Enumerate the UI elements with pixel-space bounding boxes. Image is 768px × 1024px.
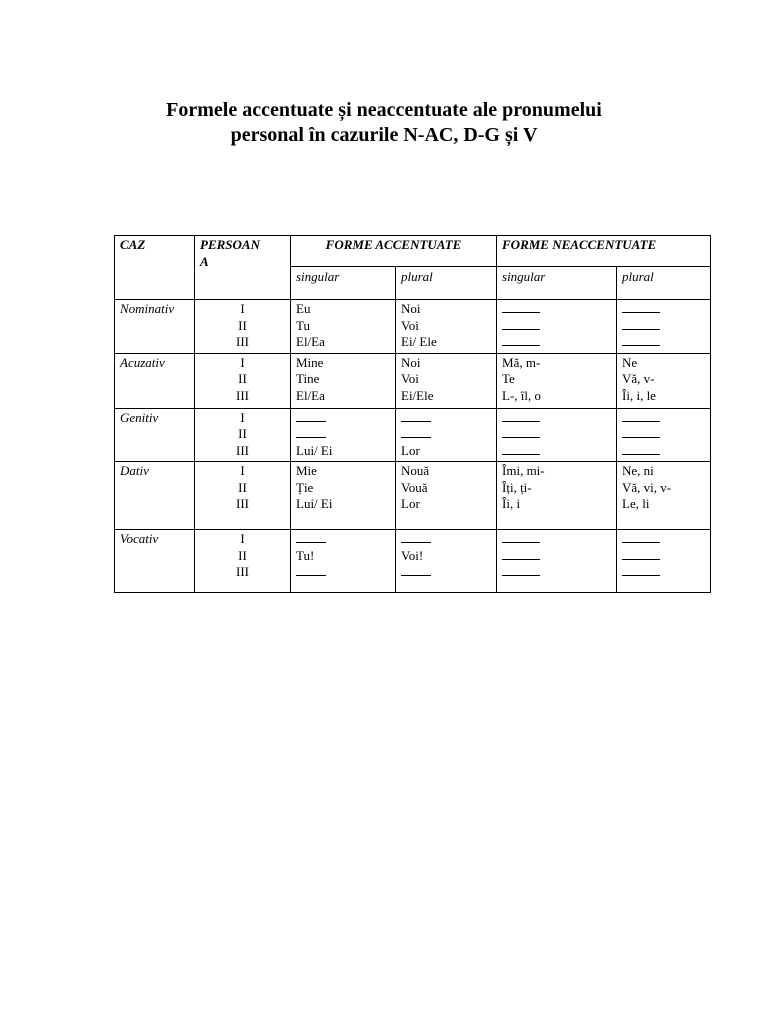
header-row [115, 236, 711, 267]
person-cell [195, 408, 291, 462]
person-label: II [238, 371, 247, 386]
person-label: III [236, 496, 249, 511]
blank-underline [502, 301, 540, 313]
blank-line [622, 334, 705, 351]
pronoun-form: Ție [296, 479, 314, 495]
form-cell-neacc-singular [497, 462, 617, 530]
person-cell [195, 353, 291, 408]
pronoun-form: Ei/ Ele [401, 334, 437, 349]
blank-line [622, 531, 705, 548]
pronoun-form: Ei/Ele [401, 387, 434, 403]
blank-underline [622, 548, 660, 560]
pronoun-form: Lui/ Ei [296, 496, 333, 511]
blank-line [401, 426, 491, 443]
form-cell-acc-singular [291, 530, 396, 593]
pronoun-form: El/Ea [296, 334, 325, 349]
case-name: Acuzativ [115, 353, 195, 408]
form-cell-acc-plural [396, 462, 497, 530]
person-label: II [238, 547, 247, 563]
form-cell-neacc-plural [617, 408, 711, 462]
blank-line [622, 548, 705, 565]
blank-line [502, 548, 611, 565]
pronoun-table [114, 235, 711, 593]
person-label: II [238, 426, 247, 441]
pronoun-form: Îi, i, le [622, 387, 656, 403]
person-label: III [236, 334, 249, 349]
person-cell [195, 530, 291, 593]
blank-line [296, 426, 390, 443]
pronoun-form: Tine [296, 371, 320, 386]
blank-underline [502, 564, 540, 576]
blank-line [622, 426, 705, 443]
pronoun-form: Mie [296, 463, 317, 478]
form-cell-neacc-singular [497, 408, 617, 462]
pronoun-form: Îți, ți- [502, 479, 532, 495]
title-line-2: personal în cazurile N-AC, D-G și V [230, 124, 538, 146]
table-row [115, 530, 711, 593]
blank-line [502, 318, 611, 335]
subheader-neacc-singular: singular [497, 267, 617, 300]
blank-line [502, 301, 611, 318]
case-name: Genitiv [115, 408, 195, 462]
form-cell-neacc-singular [497, 530, 617, 593]
subheader-acc-singular: singular [291, 267, 396, 300]
pronoun-form: Le, li [622, 496, 650, 511]
form-cell-neacc-plural [617, 530, 711, 593]
blank-line [502, 426, 611, 443]
blank-line [502, 531, 611, 548]
document-title [0, 98, 768, 148]
blank-underline [622, 426, 660, 438]
subheader-acc-plural: plural [396, 267, 497, 300]
case-name: Dativ [115, 462, 195, 530]
blank-line [502, 443, 611, 460]
header-forme-accentuate: FORME ACCENTUATE [291, 236, 497, 267]
pronoun-form: Vouă [401, 479, 428, 495]
title-line-1: Formele accentuate și neaccentuate ale pronumelui [166, 99, 602, 121]
form-cell-neacc-plural [617, 353, 711, 408]
person-cell [195, 300, 291, 354]
form-cell-acc-singular [291, 353, 396, 408]
blank-line [502, 564, 611, 581]
form-cell-neacc-singular [497, 300, 617, 354]
blank-underline [296, 426, 326, 438]
pronoun-form: Lor [401, 442, 420, 458]
blank-line [401, 531, 491, 548]
blank-underline [622, 318, 660, 330]
form-cell-acc-singular [291, 408, 396, 462]
form-cell-neacc-singular [497, 353, 617, 408]
blank-line [296, 564, 390, 581]
pronoun-form: El/Ea [296, 387, 325, 403]
blank-underline [502, 410, 540, 422]
blank-line [296, 531, 390, 548]
form-cell-acc-singular [291, 300, 396, 354]
pronoun-form: Noi [401, 354, 421, 370]
table-row [115, 353, 711, 408]
pronoun-form: Îmi, mi- [502, 463, 545, 478]
person-label: I [240, 354, 245, 370]
case-name: Nominativ [115, 300, 195, 354]
form-cell-neacc-plural [617, 300, 711, 354]
person-label: III [236, 442, 249, 458]
header-caz: CAZ [115, 236, 195, 300]
blank-underline [296, 564, 326, 576]
pronoun-form: Voi! [401, 547, 424, 563]
pronoun-form: Nouă [401, 463, 430, 478]
person-label: I [240, 409, 245, 425]
blank-line [622, 443, 705, 460]
pronoun-form: Eu [296, 301, 311, 316]
form-cell-acc-singular [291, 462, 396, 530]
pronoun-form: Mine [296, 354, 324, 370]
form-cell-acc-plural [396, 300, 497, 354]
blank-line [622, 410, 705, 427]
pronoun-form: Te [502, 371, 515, 386]
blank-underline [622, 443, 660, 455]
case-name: Vocativ [115, 530, 195, 593]
blank-underline [296, 531, 326, 543]
blank-line [622, 318, 705, 335]
blank-underline [622, 531, 660, 543]
blank-line [401, 410, 491, 427]
blank-underline [296, 410, 326, 422]
blank-line [296, 410, 390, 427]
person-label: I [240, 531, 245, 546]
pronoun-form: Voi [401, 371, 419, 386]
pronoun-form: Lui/ Ei [296, 442, 333, 458]
subheader-neacc-plural: plural [617, 267, 711, 300]
blank-underline [401, 564, 431, 576]
pronoun-form: L-, îl, o [502, 387, 542, 403]
blank-underline [622, 410, 660, 422]
pronoun-form: Vă, vi, v- [622, 479, 672, 495]
blank-underline [502, 443, 540, 455]
pronoun-form: Vă, v- [622, 371, 655, 386]
pronoun-form: Îi, i [502, 496, 521, 511]
form-cell-acc-plural [396, 408, 497, 462]
pronoun-form: Tu! [296, 547, 315, 563]
pronoun-form: Noi [401, 301, 421, 316]
pronoun-form: Lor [401, 496, 420, 511]
person-label: I [240, 463, 245, 478]
blank-underline [502, 426, 540, 438]
person-label: II [238, 317, 247, 333]
blank-underline [622, 564, 660, 576]
form-cell-neacc-plural [617, 462, 711, 530]
person-label: II [238, 479, 247, 495]
blank-underline [502, 548, 540, 560]
pronoun-form: Tu [296, 317, 310, 333]
blank-underline [622, 334, 660, 346]
form-cell-acc-plural [396, 530, 497, 593]
person-label: III [236, 564, 249, 579]
table-row [115, 408, 711, 462]
blank-line [622, 564, 705, 581]
pronoun-form: Voi [401, 317, 419, 333]
pronoun-form: Ne, ni [622, 463, 654, 478]
blank-underline [502, 318, 540, 330]
blank-underline [401, 531, 431, 543]
blank-underline [502, 334, 540, 346]
blank-underline [622, 301, 660, 313]
blank-underline [401, 426, 431, 438]
blank-line [502, 334, 611, 351]
person-label: III [236, 387, 249, 403]
blank-line [622, 301, 705, 318]
blank-line [502, 410, 611, 427]
blank-line [401, 564, 491, 581]
blank-underline [401, 410, 431, 422]
person-label: I [240, 301, 245, 316]
form-cell-acc-plural [396, 353, 497, 408]
pronoun-form: Ne [622, 354, 638, 370]
header-forme-neaccentuate: FORME NEACCENTUATE [497, 236, 711, 267]
blank-underline [502, 531, 540, 543]
pronoun-form: Mă, m- [502, 354, 541, 370]
person-cell [195, 462, 291, 530]
header-persoana: PERSOAN A [195, 236, 291, 300]
table-row [115, 462, 711, 530]
table-row [115, 300, 711, 354]
